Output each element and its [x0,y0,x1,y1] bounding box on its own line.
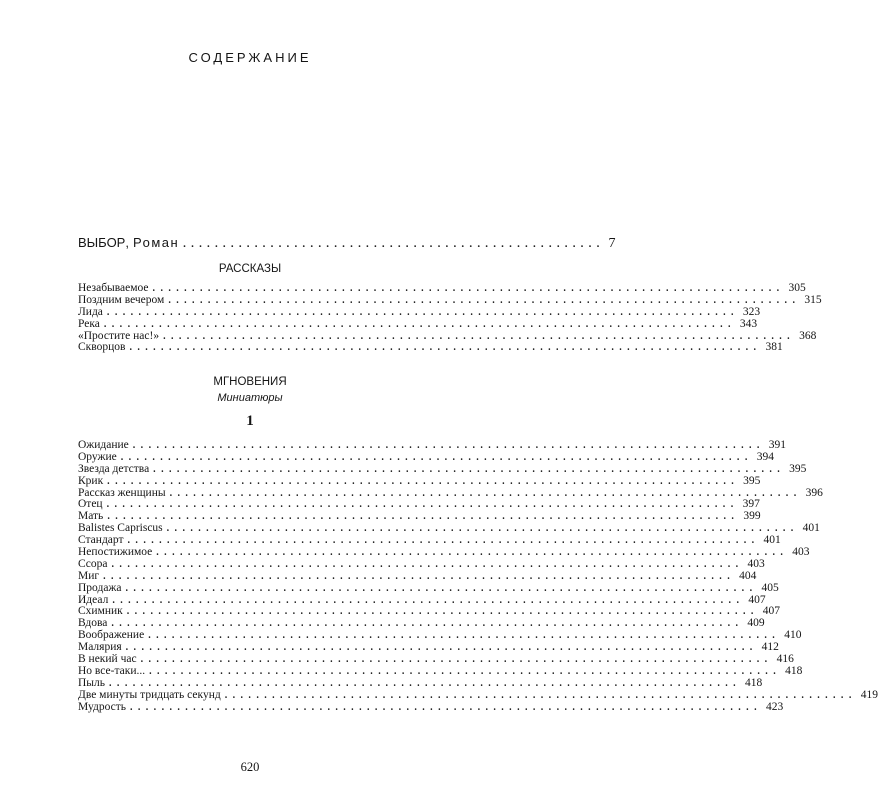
dot-leader: ................................................................................ [168,294,801,306]
entry-title: ВЫБОР [78,235,126,250]
dot-leader: ................................................................................ [169,487,802,499]
entry-title: Рассказ женщины [78,486,166,499]
dot-leader: ................................................................................ [127,535,760,547]
entry-title: Звезда детства [78,462,150,475]
entry-title: Идеал [78,593,109,606]
entry-comma: , [125,235,129,250]
entry-page: 401 [802,522,820,535]
page-header: СОДЕРЖАНИЕ [188,50,312,65]
toc-entry [78,629,802,642]
toc-entry [78,317,758,331]
toc-entry [78,293,822,307]
entry-title: Ожидание [78,439,129,451]
entry-title: Мать [78,510,104,523]
entry-page: 399 [743,510,761,523]
entry-page: 343 [739,317,758,330]
entry-page: 401 [763,534,781,547]
entry-page: 407 [762,605,780,618]
entry-page: 396 [805,486,823,499]
dot-leader: ................................................................................ [111,558,744,570]
dot-leader: ................................................................................ [106,499,739,511]
part-number: 1 [246,413,254,429]
entry-page: 395 [789,462,807,475]
toc-entry [78,341,783,354]
entry-title: Продажа [78,581,122,594]
dot-leader: ................................................................................ [103,570,736,582]
section-title-stories: РАССКАЗЫ [218,263,282,275]
entry-title: Вдова [78,617,108,630]
dot-leader: ................................................................................ [224,689,857,701]
entry-title: Незабываемое [78,282,149,294]
entry-genre: Роман [132,235,180,250]
toc-entry [78,664,803,678]
dot-leader: ................................................................................ [149,665,782,677]
entry-page: 323 [742,305,761,318]
toc-entry [78,605,780,618]
entry-page: 409 [747,617,765,630]
toc-entry [78,700,784,714]
toc-entry [78,439,787,452]
entry-title: Пыль [78,676,106,689]
toc-entry [78,557,765,571]
toc-entry [78,522,820,535]
toc-entry [78,474,761,488]
dot-leader: ................................................................................ [109,677,742,689]
toc-entry [78,676,763,690]
entry-page: 423 [765,700,784,713]
entry-title: Крик [78,474,104,487]
entry-page: 416 [776,653,794,666]
entry-title: Лида [78,305,103,318]
stories-list [78,282,822,354]
entry-page: 403 [747,557,765,570]
entry-title: В некий час [78,653,137,666]
entry-title: «Простите нас!» [78,329,160,342]
entry-title: Balistes Capriscus [78,522,163,535]
entry-title: Река [78,317,100,330]
dot-leader: ................................................................................ [129,342,762,354]
dot-leader: ................................................................................ [156,547,789,559]
dot-leader: ................................................................................ [125,582,758,594]
entry-page: 410 [784,629,802,642]
entry-page: 395 [743,474,761,487]
entry-title: Поздним вечером [78,293,165,306]
entry-page: 7 [608,236,616,251]
dot-leader: ................................................................................ [125,642,758,654]
dot-leader: ................................................................................ [103,318,736,330]
entry-page: 419 [860,688,878,701]
entry-title: Но все-таки... [78,664,146,677]
dot-leader: ................................................................................ [126,606,759,618]
toc-entry-novel [78,235,616,252]
entry-page: 381 [765,341,783,354]
entry-title: Непостижимое [78,546,153,559]
dot-leader: ................................................................................ [166,523,799,535]
entry-page: 305 [788,282,806,294]
toc-entry [78,305,761,319]
dot-leader: ................................................................................ [132,440,765,451]
dot-leader: ..................................................... [183,238,605,250]
toc-entry [78,581,779,595]
toc-entry [78,450,774,464]
toc-entry [78,462,807,476]
entry-page: 418 [745,676,763,689]
section-subtitle: Миниатюры [217,392,283,404]
entry-title: Малярия [78,641,122,654]
entry-page: 315 [804,293,822,306]
dot-leader: ................................................................................ [120,451,753,463]
dot-leader: ................................................................................ [106,306,739,318]
entry-page: 368 [799,329,817,342]
moments-list [78,439,878,713]
entry-page: 407 [748,593,766,606]
page-number: 620 [240,760,260,774]
entry-page: 418 [785,664,803,677]
toc-entry [78,486,823,500]
dot-leader: ................................................................................ [129,701,762,713]
entry-page: 403 [792,546,810,559]
toc-entry [78,546,810,559]
dot-leader: ................................................................................ [153,463,786,475]
entry-title: Мудрость [78,700,126,713]
dot-leader: ................................................................................ [148,630,781,642]
dot-leader: ................................................................................ [107,511,740,523]
dot-leader: ................................................................................ [152,283,785,294]
entry-title: Отец [78,498,103,511]
entry-page: 404 [739,569,757,582]
dot-leader: ................................................................................ [140,654,773,666]
dot-leader: ................................................................................ [107,475,740,487]
dot-leader: ................................................................................ [112,594,745,606]
entry-title: Схимник [78,605,123,618]
entry-title: Оружие [78,450,117,463]
entry-page: 394 [756,450,774,463]
toc-entry [78,498,760,511]
entry-page: 405 [761,581,779,594]
entry-page: 397 [742,498,760,511]
toc-entry [78,329,817,343]
entry-title: Две минуты тридцать секунд [78,688,221,701]
dot-leader: ................................................................................ [111,618,744,630]
entry-title: Скворцов [78,341,126,354]
dot-leader: ................................................................................ [163,330,796,342]
entry-title: Воображение [78,629,145,642]
entry-page: 412 [761,641,779,654]
toc-entry [78,569,757,583]
toc-entry [78,688,878,702]
toc-entry [78,593,766,607]
section-title-moments: МГНОВЕНИЯ [213,376,287,388]
entry-title: Стандарт [78,534,124,547]
entry-page: 391 [768,439,787,451]
entry-title: Миг [78,569,100,582]
entry-title: Ссора [78,557,108,570]
